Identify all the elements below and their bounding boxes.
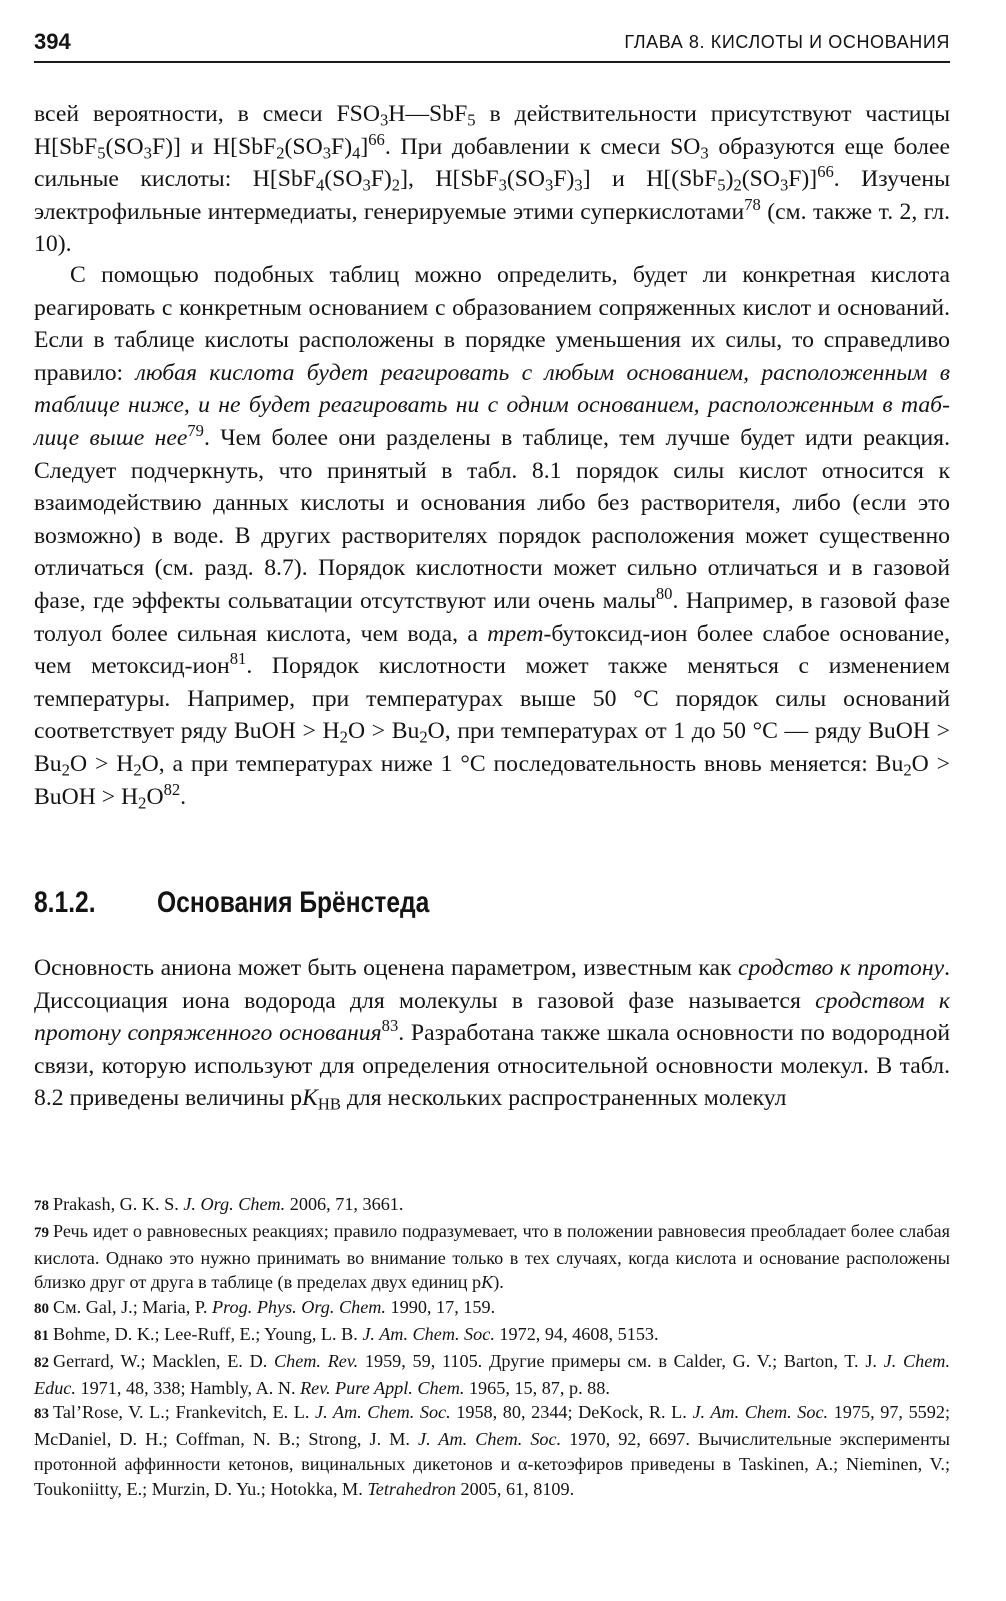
page-number: 394 (34, 29, 71, 54)
footnote-82: 82 Gerrard, W.; Macklen, E. D. Chem. Rev. 1959, 59, 1105. Другие примеры см. в Calder, G. V.; Barton, T. J. J. Chem. Educ. 1971, 48, 338; Hambly, A. N. Rev. Pure Appl. Chem. 1965, 15, 87, p. 88. (34, 1350, 950, 1398)
footnote-81: 81 Bohme, D. K.; Lee-Ruff, E.; Young, L. B. J. Am. Chem. Soc. 1972, 94, 4608, 5153. (34, 1323, 659, 1344)
footnote-ref-66[interactable]: 66 (817, 162, 834, 182)
footnote-83: 83 Tal’Rose, V. L.; Frankevitch, E. L. J. Am. Chem. Soc. 1958, 80, 2344; DeKock, R. L. J. Am. Chem. Soc. 1975, 97, 5592; McDaniel, D. H.; Coffman, N. B.; Strong, J. M. J. Am. Chem. Soc. 1970, 92, 6697. Вычислительные эксперименты протонной аффинности кетонов, вицинальных дикетонов и α-кетоэфиров приведены в Taskinen, A.; Nieminen, V.; Toukoniitty, E.; Murzin, D. Yu.; Hotokka, M. Tetrahedron 2005, 61, 8109. (34, 1402, 950, 1499)
running-head (34, 27, 950, 63)
footnote-80: 80 См. Gal, J.; Maria, P. Prog. Phys. Org. Chem. 1990, 17, 159. (34, 1297, 496, 1318)
footnote-ref-82[interactable]: 82 (163, 779, 181, 799)
footnotes (34, 1192, 950, 1502)
footnote-79: 79 Речь идет о равновесных реакциях; правило подразумевает, что в положении равновесия преобладает более слабая кислота. Однако это нужно принимать во внимание только в тех случаях, когда кислота и основание расположены близко друг от друга в таблице (в пределах двух единиц pK). (34, 1220, 950, 1293)
paragraph-proton-affinity: Основность аниона может быть оценена параметром, известным как сродство к протону. Диссоциация иона водорода для молекулы в газовой фазе называется сродством к протону сопряженного основания$^{83}$. Разработана также шкала основности по водородной связи, которую используют для определения относительной основности молекул. В табл. 8.2 приведены величины $pK_{HB}$ для нескольких распространенных молекул (34, 955, 951, 1115)
rule-italic: любая кислота будет реагировать с любым основанием, расположенным в таблице ниже, и не будет реагировать ни с одним основанием, расположенным в таблице выше нее (34, 359, 951, 451)
paragraph-superacids: всей вероятности, в смеси $FSO_3H—SbF_5$ в действительности присутствуют частицы $H[SbF_5(SO_3F)]$ и $H[SbF_2(SO_3F)_4]^{66}$. При добавлении к смеси $SO_3$ образуются еще более сильные кислоты: $H[SbF_4(SO_3F)_2]$, $H[SbF_3(SO_3F)_3]$ и $H[(SbF_5)_2(SO_3F)]^{66}$. Изучены электрофильные интермедиаты, генерируемые этими суперкислотами$^{78}$ (см. также т. 2, гл. 10). (34, 101, 951, 258)
footnote-ref-83[interactable]: 83 (381, 1016, 399, 1036)
section-number: 8.1.2. (34, 886, 96, 919)
chapter-title: ГЛАВА 8. КИСЛОТЫ И ОСНОВАНИЯ (624, 32, 950, 52)
footnote-ref-78[interactable]: 78 (744, 194, 761, 214)
footnote-78: 78 Prakash, G. K. S. J. Org. Chem. 2006, 71, 3661. (34, 1194, 404, 1214)
footnote-ref-81[interactable]: 81 (229, 649, 247, 669)
section-title: Основания Брёнстеда (157, 886, 430, 919)
footnote-ref-80[interactable]: 80 (655, 583, 673, 603)
footnote-ref-66[interactable]: 66 (368, 129, 385, 149)
footnote-ref-79[interactable]: 79 (187, 420, 204, 440)
paragraph-acid-base-order: С помощью подобных таблиц можно определить, будет ли конкретная кислота реагировать с конкретным основанием с образованием сопряженных кислот и оснований. Если в таблице кислоты расположены в порядке уменьшения их силы, то справедливо правило: любая кислота будет реагировать с любым основанием, расположенным в таблице ниже, и не будет реагировать ни с одним основанием, расположенным в таблице выше нее$^{79}$. Чем более они разделены в таблице, тем лучше будет идти реакция. Следует подчеркнуть, что принятый в табл. 8.1 порядок силы кислот относится к взаимодействию данных кислоты и основания либо без растворителя, либо (если это возможно) в воде. В других растворителях порядок расположения может существенно отличаться (см. разд. 8.7). Порядок кислотности может сильно отличаться и в газовой фазе, где эффекты сольватации отсутствуют или очень малы$^{80}$. Например, в газовой фазе толуол более сильная кислота, чем вода, а трет-бутоксид-ион более слабое основание, чем метоксид-ион$^{81}$. Порядок кислотности может также меняться с изменением температуры. Например, при температурах выше 50 °С порядок силы оснований соответствует ряду BuOH > $H_2O > Bu_2O$, при температурах от 1 до 50 °С — ряду BuOH > $Bu_2O > H_2O$, а при температурах ниже 1 °С последовательность вновь меняется: $Bu_2O$ > BuOH > $H_2O^{82}$. (34, 262, 951, 813)
section-heading (34, 886, 429, 920)
